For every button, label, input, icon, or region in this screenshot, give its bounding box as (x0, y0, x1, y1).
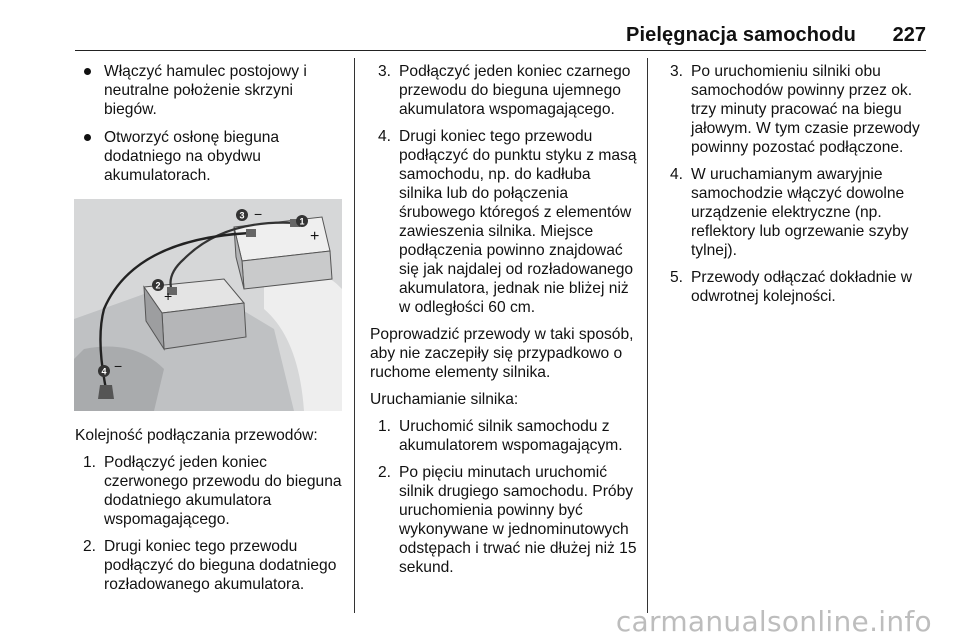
column-3 (662, 62, 930, 314)
start-intro: Uruchamianie silnika: (370, 391, 519, 408)
list-item (662, 62, 930, 157)
jump-start-illustration (74, 199, 342, 411)
list-item (75, 453, 343, 529)
cable-routing-note: Poprowadzić przewody w taki sposób, aby nie zaczepiły się przypadkowo o ruchome elementy silnika. (370, 326, 634, 381)
list-item (370, 127, 638, 317)
step-number: 2. (378, 464, 392, 481)
step-text: Uruchomić silnik samochodu z akumulatorem wspomagającym. (399, 418, 623, 454)
step-text: Drugi koniec tego przewodu podłączyć do bieguna dodatniego rozładowanego akumulatora. (104, 538, 337, 593)
column-divider (354, 58, 355, 613)
step-text: Po uruchomieniu silniki obu samochodów powinny przez ok. trzy minuty pracować na biegu jałowym. W tym czasie przewody powinny pozostać podłączone. (691, 63, 920, 156)
minus-sign: − (254, 206, 263, 222)
bullet-text: Włączyć hamulec postojowy i neutralne położenie skrzyni biegów. (104, 63, 307, 118)
step-number: 4. (670, 166, 684, 183)
order-intro: Kolejność podłączania przewodów: (75, 427, 318, 444)
svg-text:2: 2 (155, 280, 161, 291)
list-item (662, 165, 930, 260)
step-number: 2. (83, 538, 97, 555)
plus-sign: + (310, 228, 320, 245)
bullet-item (75, 128, 343, 185)
step-number: 3. (670, 63, 684, 80)
step-text: W uruchamianym awaryjnie samochodzie włączyć dowolne urządzenie elektryczne (np. reflektory lub ogrzewanie szyby tylnej). (691, 166, 909, 259)
step-number: 5. (670, 269, 684, 286)
step-text: Drugi koniec tego przewodu podłączyć do punktu styku z masą samochodu, np. do kadłuba silnika lub do połączenia śrubowego któregoś z elementów zawieszenia silnika. Miejsce podłączenia powinno znajdować się jak najdalej od rozładowanego akumulatora, jednak nie bliżej niż w odległości 60 cm. (399, 128, 637, 316)
bullet-text: Otworzyć osłonę bieguna dodatniego na obydwu akumulatorach. (104, 129, 280, 184)
callout-2 (152, 279, 164, 291)
callout-3 (236, 209, 248, 221)
list-item (370, 417, 638, 455)
column-2 (370, 62, 638, 585)
page-title: Pielęgnacja samochodu (626, 24, 856, 46)
list-item (370, 62, 638, 119)
step-text: Przewody odłączać dokładnie w odwrotnej kolejności. (691, 269, 913, 305)
callout-1 (296, 215, 308, 227)
step-number: 1. (83, 454, 97, 471)
bullet-dot (84, 134, 91, 141)
step-text: Podłączyć jeden koniec czarnego przewodu do bieguna ujemnego akumulatora wspomagającego. (399, 63, 631, 118)
bullet-dot (84, 68, 91, 75)
step-number: 4. (378, 128, 392, 145)
plus-sign: + (164, 288, 173, 304)
minus-sign: − (114, 358, 123, 374)
list-item (370, 463, 638, 577)
list-item (662, 268, 930, 306)
list-item (75, 537, 343, 594)
step-text: Po pięciu minutach uruchomić silnik drugiego samochodu. Próby uruchomienia powinny być wykonywane w jednominutowych odstępach i trwać nie dłużej niż 15 sekund. (399, 464, 637, 576)
bullet-item (75, 62, 343, 119)
column-divider (647, 58, 648, 613)
engine-bay-drawing (74, 199, 342, 411)
column-1 (75, 62, 343, 602)
step-number: 1. (378, 418, 392, 435)
svg-text:1: 1 (299, 216, 305, 227)
step-text: Podłączyć jeden koniec czerwonego przewodu do bieguna dodatniego akumulatora wspomagającego. (104, 454, 342, 528)
page-number: 227 (892, 24, 926, 46)
step-number: 3. (378, 63, 392, 80)
svg-text:4: 4 (101, 366, 107, 377)
watermark: carmanualsonline.info (615, 605, 932, 638)
callout-4 (98, 365, 110, 377)
page-header (75, 22, 926, 51)
svg-text:3: 3 (239, 210, 245, 221)
